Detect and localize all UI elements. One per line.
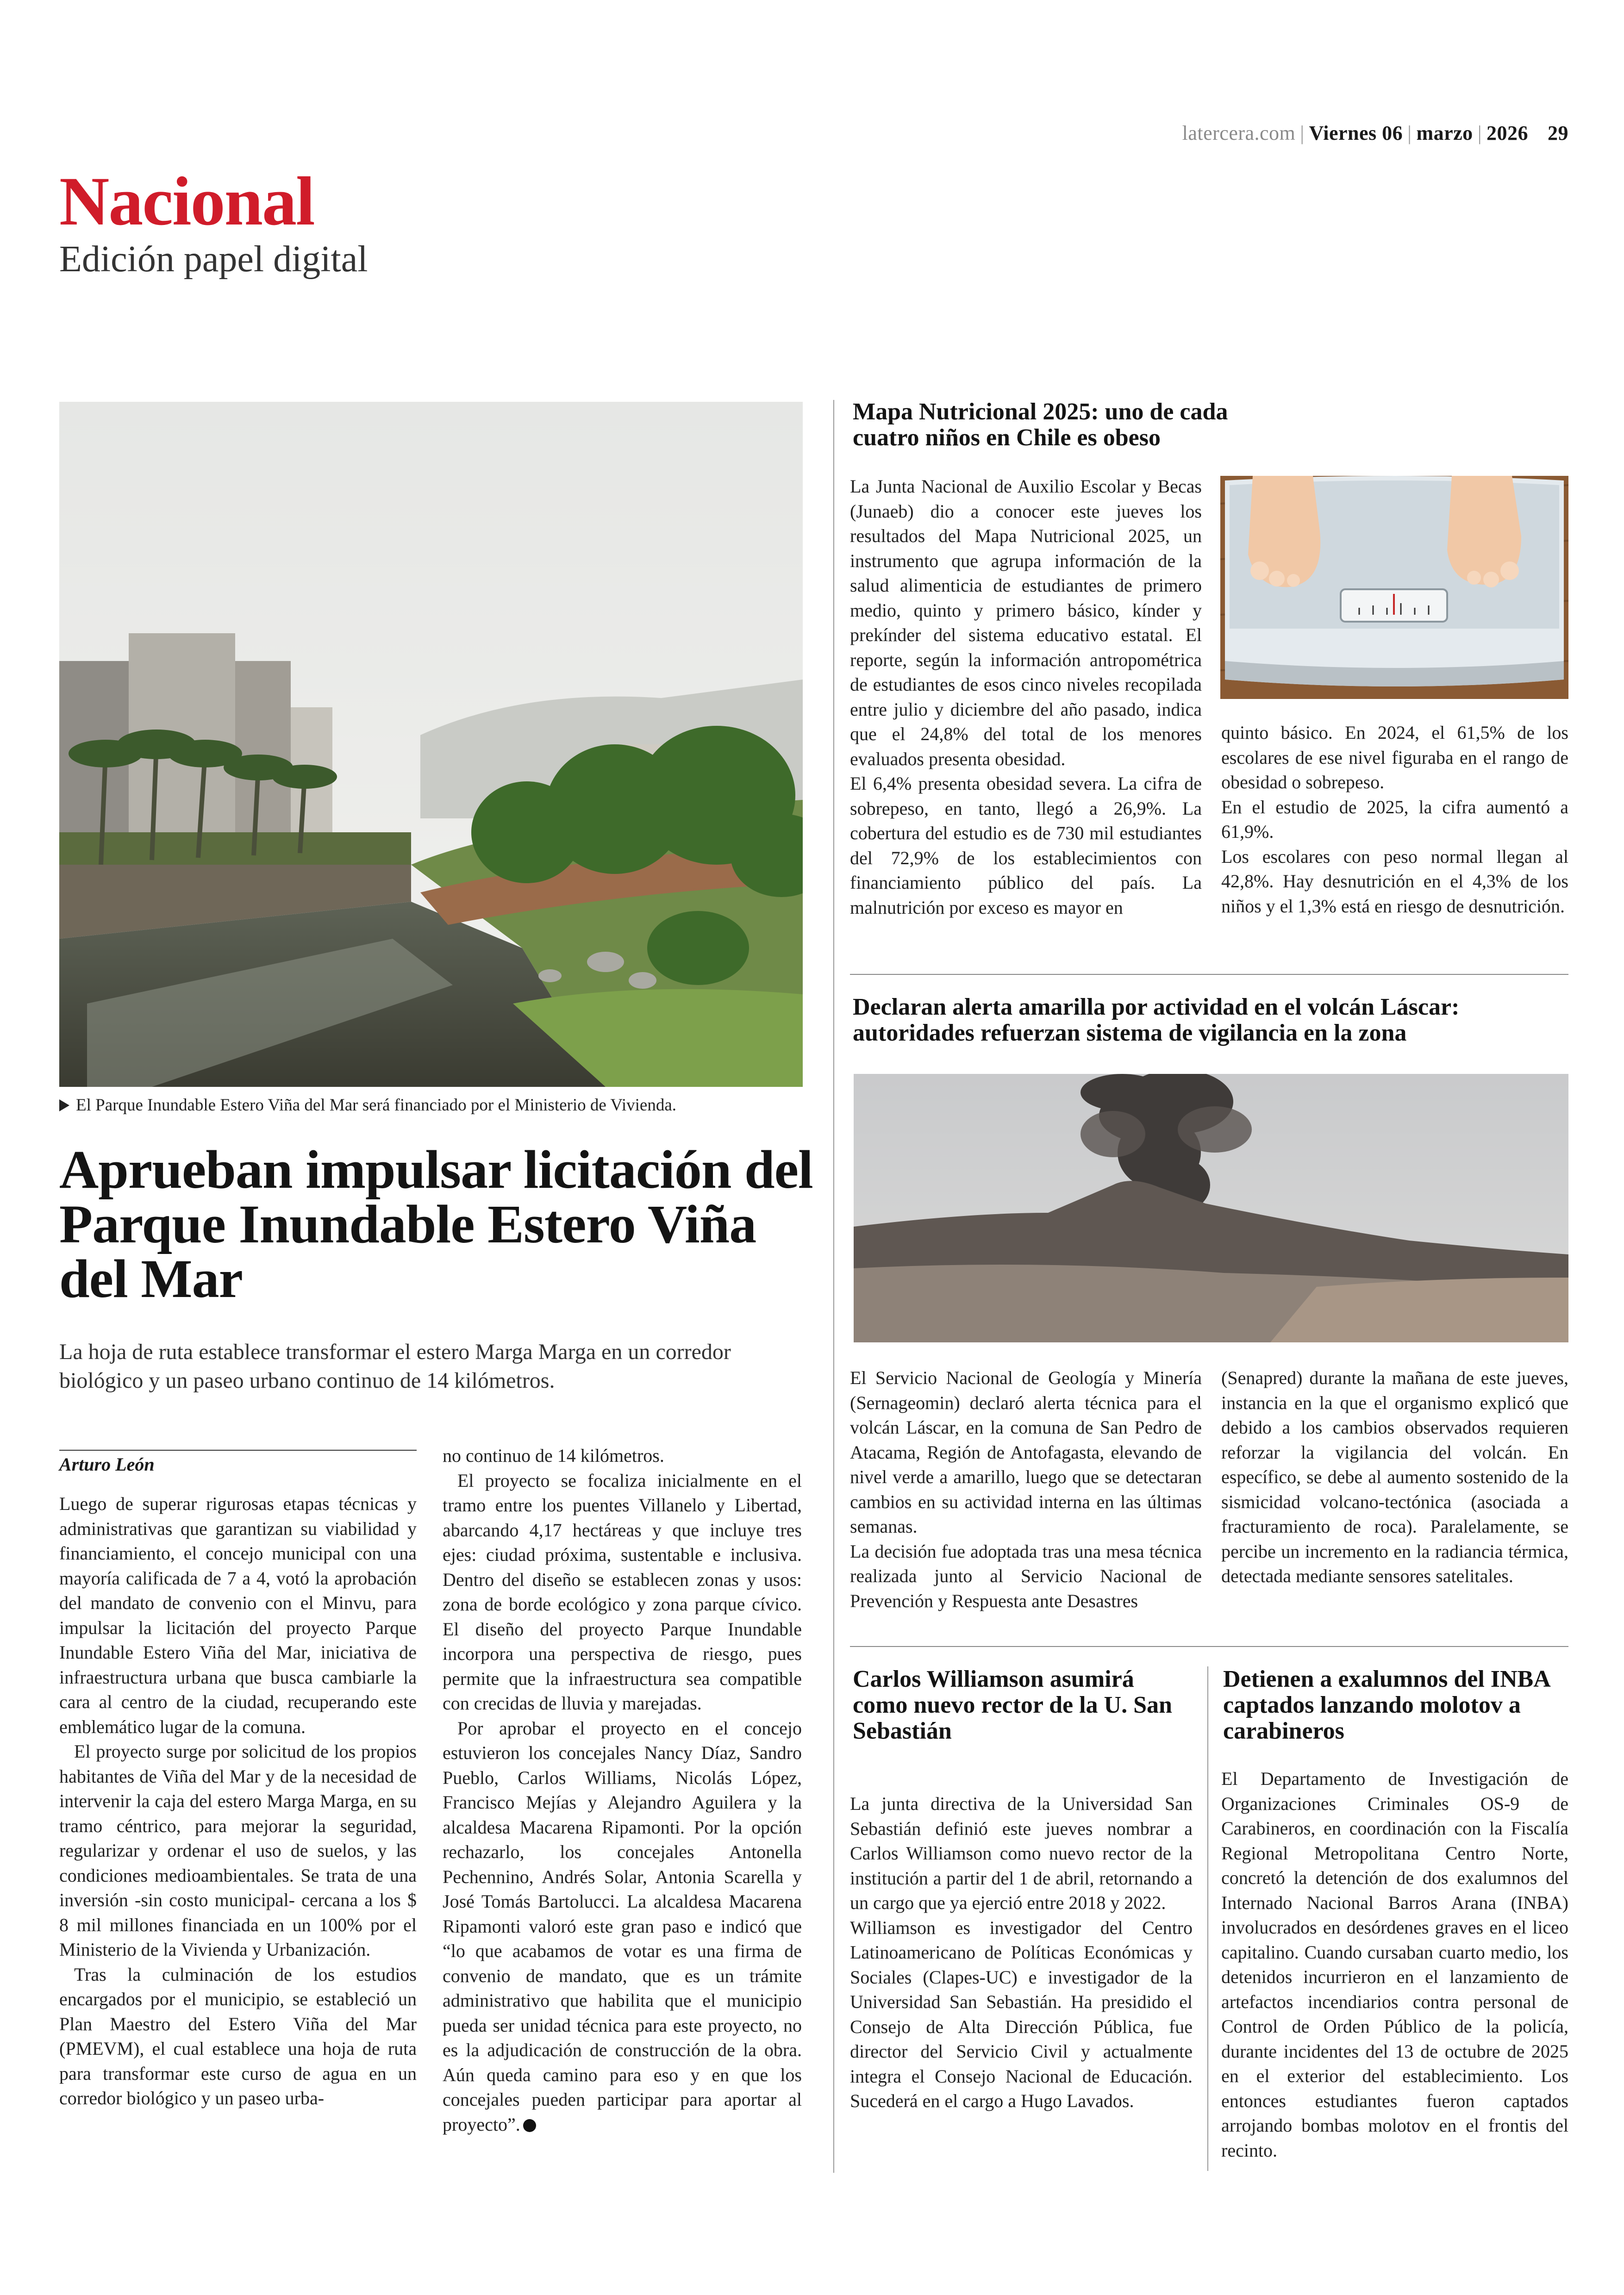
end-of-article-icon xyxy=(523,2119,536,2132)
caption-triangle-icon xyxy=(59,1099,69,1111)
nutrition-paragraph: El 6,4% presenta obesidad severa. La cifra de sobrepeso, en tanto, llegó a 26,9%. La cobertura del estudio es de 730 mil estudiantes del 72,9% de los establecimientos con financiamiento público del país. La malnutrición por exceso es mayor en xyxy=(850,773,1202,918)
nutrition-paragraph: En el estudio de 2025, la cifra aumentó a 61,9%. xyxy=(1221,796,1568,842)
nutrition-column-2 xyxy=(1221,720,1568,918)
inba-body xyxy=(1221,1766,1568,2163)
main-paragraph: no continuo de 14 kilómetros. xyxy=(443,1445,664,1466)
main-paragraph xyxy=(443,1716,802,2137)
main-paragraph-text: Por aprobar el proyecto en el concejo estuvieron los concejales Nancy Díaz, Sandro Pueblo, Carlos Williams, Nicolás López, Francisco Mejías y Alejandro Aguilera y la alcaldesa Macarena Ripamonti. Por la opción rechazarlo, los concejales Antonella Pechennino, Andrés Solar, Antonia Scarella y José Tomás Bartolucci. La alcaldesa Macarena Ripamonti valoró este gran paso e indicó que “lo que acabamos de votar es una firma de convenio de mandato, que es un trámite administrativo que habilita que el municipio pueda ser unidad técnica para este proyecto, no es la adjudicación de construcción de la obra. Aún queda camino para eso y en que los concejales pueden participar para aportar al proyecto”. xyxy=(443,1717,802,2135)
williamson-paragraph: Williamson es investigador del Centro Latinoamericano de Políticas Económicas y Sociales (Clapes-UC) e investigador de la Universidad San Sebastián. Ha presidido el Consejo de Alta Dirección Pública, fue director del Servicio Civil y actualmente integra el Consejo Nacional de Educación. Sucederá en el cargo a Hugo Lavados. xyxy=(850,1917,1193,2111)
inba-headline: Detienen a exalumnos del INBA captados lanzando molotov a carabineros xyxy=(1223,1666,1549,1744)
nutrition-column-1 xyxy=(850,474,1202,920)
section-divider xyxy=(850,974,1568,975)
nutrition-paragraph: quinto básico. En 2024, el 61,5% de los escolares de ese nivel figuraba en el rango de obesidad o sobrepeso. xyxy=(1221,722,1568,792)
williamson-headline: Carlos Williamson asumirá como nuevo rector de la U. San Sebastián xyxy=(853,1666,1172,1744)
main-column-2 xyxy=(443,1443,802,2137)
volcano-eruption-image xyxy=(854,1074,1568,1342)
williamson-paragraph: La junta directiva de la Universidad San Sebastián definió este jueves nombrar a Carlos Williamson como nuevo rector de la institución a partir del 1 de abril, retornando a un cargo que ya ejerció entre 2018 y 2022. xyxy=(850,1793,1193,1913)
child-on-scale-image xyxy=(1220,476,1568,699)
section-subtitle: Edición papel digital xyxy=(59,239,368,280)
nutrition-paragraph: Los escolares con peso normal llegan al 42,8%. Hay desnutrición en el 4,3% de los niños y el 1,3% está en riesgo de desnutrición. xyxy=(1221,846,1568,917)
volcano-paragraph: (Senapred) durante la mañana de este jueves, instancia en la que el organismo explicó que debido a los cambios observados requieren reforzar la vigilancia del volcán. En específico, se debe al aumento sostenido de la sismicidad volcano-tectónica (asociada a fracturamiento de roca). Paralelamente, se percibe un incremento en la radiancia térmica, detectada mediante sensores satelitales. xyxy=(1221,1367,1568,1586)
site-name: latercera.com xyxy=(1182,122,1296,144)
williamson-body xyxy=(850,1791,1193,2114)
inba-paragraph: El Departamento de Investigación de Organizaciones Criminales OS-9 de Carabineros, en coordinación con la Fiscalía Regional Metropolitana Centro Norte, concretó la detención de dos exalumnos del Internado Nacional Barros Arana (INBA) involucrados en desórdenes graves en el liceo capitalino. Cuando cursaban cuarto medio, los detenidos incurrieron en el lanzamiento de artefactos incendiarios contra personal de Control de Orden Público de la policía, durante incidentes del 13 de octubre de 2025 en el exterior del establecimiento. Los entonces estudiantes fueron captados arrojando bombas molotov en el frontis del recinto. xyxy=(1221,1768,1568,2161)
main-column-1 xyxy=(59,1491,417,2111)
main-paragraph: Tras la culminación de los estudios encargados por el municipio, se estableció un Plan Maestro del Estero Viña del Mar (PMEVM), el cual establece una hoja de ruta para transformar este curso de agua en un corredor biológico y un paseo urba- xyxy=(59,1964,417,2108)
byline-name: Arturo León xyxy=(59,1454,155,1475)
photo-caption xyxy=(59,1095,676,1116)
section-title: Nacional xyxy=(59,163,314,240)
nutrition-headline: Mapa Nutricional 2025: uno de cada cuatro niños en Chile es obeso xyxy=(853,399,1228,451)
park-rendering-image xyxy=(59,402,803,1087)
issue-day: Viernes 06 xyxy=(1309,122,1403,144)
volcano-column-2 xyxy=(1221,1366,1568,1589)
main-headline: Aprueban impulsar licitación del Parque Inundable Estero Viña del Mar xyxy=(59,1139,813,1309)
main-lede: La hoja de ruta establece transformar el estero Marga Marga en un corredor biológico y un paseo urbano continuo de 14 kilómetros. xyxy=(59,1340,731,1393)
issue-month: marzo xyxy=(1416,122,1473,144)
nutrition-paragraph: La Junta Nacional de Auxilio Escolar y Becas (Junaeb) dio a conocer este jueves los resultados del Mapa Nutricional 2025, un instrumento que agrupa información de la salud alimenticia de estudiantes de primero medio, quinto y primero básico, kínder y prekínder del sistema educativo estatal. El reporte, según la información antropométrica de estudiantes de esos cinco niveles recopilada entre julio y diciembre del año pasado, indica que el 24,8% del total de los menores evaluados presenta obesidad. xyxy=(850,476,1202,769)
volcano-paragraph: El Servicio Nacional de Geología y Minería (Sernageomin) declaró alerta técnica para el volcán Láscar, en la comuna de San Pedro de Atacama, Región de Antofagasta, elevando de nivel verde a amarillo, luego que se detectaran cambios en su actividad interna en las últimas semanas. xyxy=(850,1367,1202,1537)
volcano-headline: Declaran alerta amarilla por actividad en el volcán Láscar: autoridades refuerzan sistema de vigilancia en la zona xyxy=(853,994,1460,1046)
main-paragraph: Luego de superar rigurosas etapas técnicas y administrativas que garantizan su viabilidad y financiamiento, el concejo municipal con una mayoría calificada de 7 a 4, votó la aprobación del mandato de convenio con el Minvu, para impulsar la licitación del proyecto Parque Inundable Estero Viña del Mar, iniciativa de infraestructura urbana que busca cambiarle la cara al centro de la ciudad, recuperando este emblemático lugar de la comuna. xyxy=(59,1493,417,1737)
page-number: 29 xyxy=(1548,122,1568,144)
section-divider xyxy=(850,1646,1568,1647)
main-paragraph: El proyecto surge por solicitud de los propios habitantes de Viña del Mar y de la necesidad de intervenir la caja del estero Marga Marga, en su tramo céntrico, para mejorar la seguridad, regularizar y ordenar el uso de suelos, y las condiciones medioambientales. Se trata de una inversión -sin costo municipal- cercana a los $ 8 mil millones financiada en un 100% por el Ministerio de la Vivienda y Urbanización. xyxy=(59,1741,417,1960)
issue-year: 2026 xyxy=(1487,122,1528,144)
byline xyxy=(59,1450,417,1475)
volcano-column-1 xyxy=(850,1366,1202,1613)
column-divider xyxy=(833,400,834,2173)
column-divider xyxy=(1207,1666,1208,2171)
photo-caption-text: El Parque Inundable Estero Viña del Mar será financiado por el Ministerio de Vivienda. xyxy=(76,1096,677,1115)
page-folio: latercera.com | Viernes 06 | marzo | 2026 29 xyxy=(1182,122,1568,144)
main-paragraph: El proyecto se focaliza inicialmente en el tramo entre los puentes Villanelo y Libertad, abarcando 4,17 hectáreas y que incluye tres ejes: ciudad próxima, sustentable e inclusiva. Dentro del diseño se establecen zonas y usos: zona de borde ecológico y zona parque cívico. El diseño del proyecto Parque Inundable incorpora una perspectiva de riesgo, pues permite que la infraestructura sea compatible con crecidas de lluvia y marejadas. xyxy=(443,1470,802,1714)
volcano-paragraph: La decisión fue adoptada tras una mesa técnica realizada junto al Servicio Nacional de Prevención y Respuesta ante Desastres xyxy=(850,1540,1202,1611)
